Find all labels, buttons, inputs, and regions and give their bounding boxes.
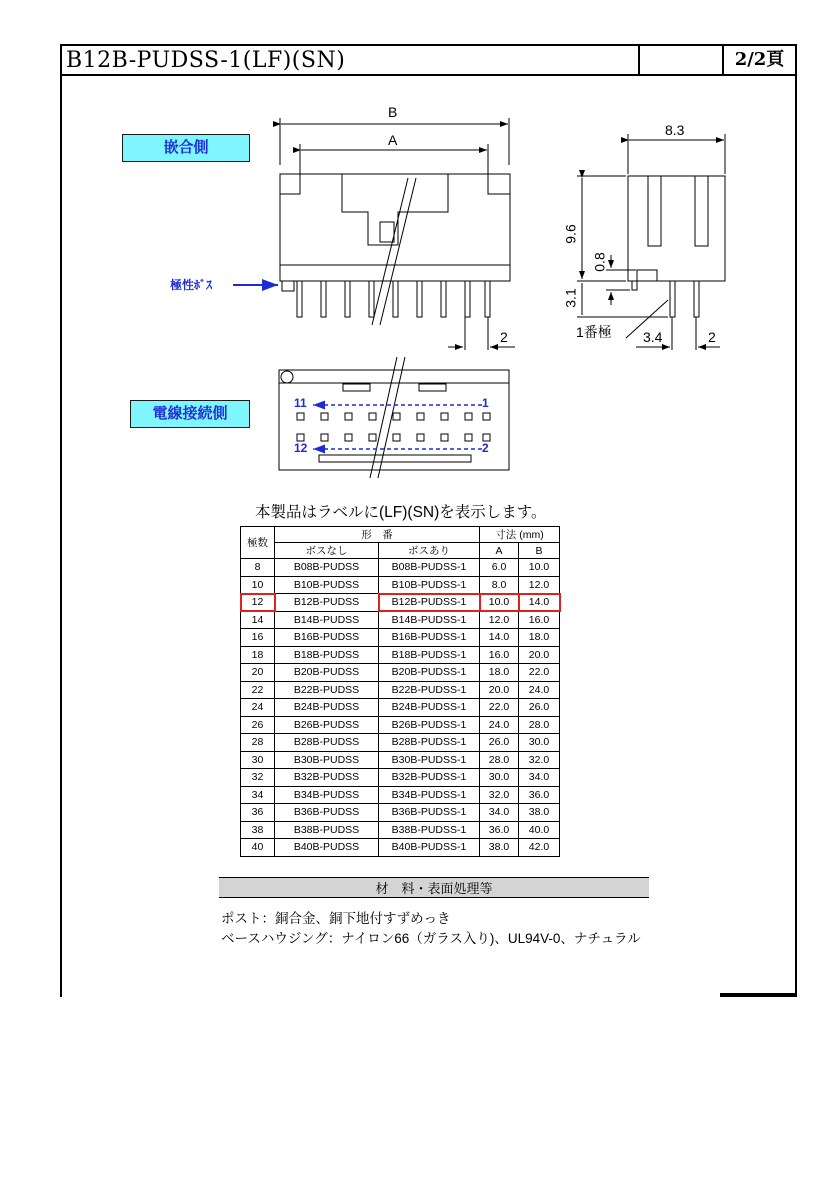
dim-a-cell: 34.0 — [480, 804, 519, 822]
polarity-boss-label: 極性ﾎﾞｽ — [170, 278, 213, 292]
dim-b-cell: 26.0 — [519, 699, 560, 717]
no-boss-cell: B32B-PUDSS — [275, 769, 379, 787]
dim-b-label: B — [388, 104, 398, 120]
boss-cell: B16B-PUDSS-1 — [379, 629, 480, 647]
table-row — [241, 804, 560, 822]
boss-cell: B26B-PUDSS-1 — [379, 716, 480, 734]
poles-cell: 24 — [241, 699, 275, 717]
table-row — [241, 699, 560, 717]
dim-b-cell: 18.0 — [519, 629, 560, 647]
dim-3-1-label: 3.1 — [562, 288, 579, 308]
boss-cell: B20B-PUDSS-1 — [379, 664, 480, 682]
materials-line-post: ポスト：銅合金、銅下地付すずめっき — [221, 911, 451, 926]
poles-cell: 38 — [241, 821, 275, 839]
table-row — [241, 559, 560, 577]
poles-cell: 10 — [241, 576, 275, 594]
row-top-end: 1 — [482, 396, 489, 410]
table-row — [241, 786, 560, 804]
poles-cell: 22 — [241, 681, 275, 699]
row-bot-end: 2 — [482, 441, 489, 455]
table-row — [241, 751, 560, 769]
dim-a-cell: 18.0 — [480, 664, 519, 682]
dim-b-cell: 30.0 — [519, 734, 560, 752]
poles-cell: 18 — [241, 646, 275, 664]
boss-cell: B10B-PUDSS-1 — [379, 576, 480, 594]
poles-cell: 8 — [241, 559, 275, 577]
dim-a-cell: 38.0 — [480, 839, 519, 857]
wire-side-tag: 電線接続側 — [130, 400, 250, 428]
boss-cell: B12B-PUDSS-1 — [379, 594, 480, 612]
connector-drawing — [0, 0, 835, 520]
no-boss-cell: B34B-PUDSS — [275, 786, 379, 804]
dim-a-label: A — [388, 132, 398, 148]
table-body — [241, 559, 560, 857]
poles-cell: 36 — [241, 804, 275, 822]
dim-a-cell: 36.0 — [480, 821, 519, 839]
no-boss-cell: B24B-PUDSS — [275, 699, 379, 717]
header-model: 形 番 — [275, 527, 480, 543]
no-boss-cell: B22B-PUDSS — [275, 681, 379, 699]
poles-cell: 20 — [241, 664, 275, 682]
boss-cell: B38B-PUDSS-1 — [379, 821, 480, 839]
dim-a-cell: 14.0 — [480, 629, 519, 647]
no-boss-cell: B16B-PUDSS — [275, 629, 379, 647]
row-bot-start: 12 — [294, 441, 308, 455]
table-row — [241, 629, 560, 647]
poles-cell: 12 — [241, 594, 275, 612]
dim-b-cell: 20.0 — [519, 646, 560, 664]
materials-line-housing: ベースハウジング：ナイロン66（ガラス入り)、UL94V-0、ナチュラル — [221, 931, 641, 946]
dim-b-cell: 12.0 — [519, 576, 560, 594]
boss-cell: B36B-PUDSS-1 — [379, 804, 480, 822]
dim-a-cell: 30.0 — [480, 769, 519, 787]
label-note: 本製品はラベルに(LF)(SN)を表示します。 — [255, 504, 547, 521]
dim-a-cell: 12.0 — [480, 611, 519, 629]
dim-a-cell: 6.0 — [480, 559, 519, 577]
dim-a-cell: 32.0 — [480, 786, 519, 804]
no-boss-cell: B20B-PUDSS — [275, 664, 379, 682]
boss-cell: B24B-PUDSS-1 — [379, 699, 480, 717]
boss-cell: B08B-PUDSS-1 — [379, 559, 480, 577]
dim-8-3-label: 8.3 — [665, 122, 685, 138]
no-boss-cell: B40B-PUDSS — [275, 839, 379, 857]
no-boss-cell: B18B-PUDSS — [275, 646, 379, 664]
no-boss-cell: B26B-PUDSS — [275, 716, 379, 734]
dim-b-cell: 36.0 — [519, 786, 560, 804]
dim-b-cell: 42.0 — [519, 839, 560, 857]
dim-a-cell: 26.0 — [480, 734, 519, 752]
table-row — [241, 611, 560, 629]
document-title: B12B-PUDSS-1(LF)(SN) — [66, 48, 346, 73]
poles-cell: 14 — [241, 611, 275, 629]
boss-cell: B18B-PUDSS-1 — [379, 646, 480, 664]
dim-b-cell: 34.0 — [519, 769, 560, 787]
dim-b-cell: 28.0 — [519, 716, 560, 734]
mating-side-tag: 嵌合側 — [122, 134, 250, 162]
dim-b-cell: 14.0 — [519, 594, 560, 612]
materials-heading: 材 料・表面処理等 — [219, 877, 649, 898]
dim-b-cell: 22.0 — [519, 664, 560, 682]
poles-cell: 26 — [241, 716, 275, 734]
boss-cell: B22B-PUDSS-1 — [379, 681, 480, 699]
dim-a-cell: 22.0 — [480, 699, 519, 717]
boss-cell: B34B-PUDSS-1 — [379, 786, 480, 804]
dim-pitch-front-label: 2 — [500, 329, 508, 345]
dim-b-cell: 24.0 — [519, 681, 560, 699]
page-number: 2/2頁 — [722, 46, 795, 74]
dim-a-cell: 20.0 — [480, 681, 519, 699]
no-boss-cell: B38B-PUDSS — [275, 821, 379, 839]
table-row — [241, 681, 560, 699]
table-row — [241, 716, 560, 734]
header-boss: ボスあり — [379, 543, 480, 559]
poles-cell: 16 — [241, 629, 275, 647]
spec-table — [240, 526, 560, 857]
bottom-rule — [720, 993, 797, 997]
row-top-start: 11 — [294, 396, 307, 410]
no-boss-cell: B28B-PUDSS — [275, 734, 379, 752]
dim-b-cell: 32.0 — [519, 751, 560, 769]
dim-a-cell: 8.0 — [480, 576, 519, 594]
table-row — [241, 594, 560, 612]
table-row — [241, 821, 560, 839]
header-dim: 寸法 (mm) — [480, 527, 560, 543]
pin1-label: 1番極 — [576, 324, 612, 340]
table-row — [241, 646, 560, 664]
dim-b-cell: 10.0 — [519, 559, 560, 577]
poles-cell: 32 — [241, 769, 275, 787]
no-boss-cell: B12B-PUDSS — [275, 594, 379, 612]
no-boss-cell: B08B-PUDSS — [275, 559, 379, 577]
dim-0-8-label: 0.8 — [591, 252, 608, 272]
table-row — [241, 839, 560, 857]
dim-3-4-label: 3.4 — [643, 329, 663, 345]
boss-cell: B14B-PUDSS-1 — [379, 611, 480, 629]
dim-b-cell: 40.0 — [519, 821, 560, 839]
no-boss-cell: B30B-PUDSS — [275, 751, 379, 769]
dim-a-cell: 28.0 — [480, 751, 519, 769]
table-row — [241, 576, 560, 594]
table-row — [241, 664, 560, 682]
boss-cell: B32B-PUDSS-1 — [379, 769, 480, 787]
no-boss-cell: B14B-PUDSS — [275, 611, 379, 629]
poles-cell: 30 — [241, 751, 275, 769]
boss-cell: B40B-PUDSS-1 — [379, 839, 480, 857]
poles-cell: 28 — [241, 734, 275, 752]
header-b: B — [519, 543, 560, 559]
header-a: A — [480, 543, 519, 559]
header-poles: 極数 — [241, 527, 275, 559]
no-boss-cell: B36B-PUDSS — [275, 804, 379, 822]
dim-9-6-label: 9.6 — [562, 224, 579, 244]
dim-a-cell: 16.0 — [480, 646, 519, 664]
boss-cell: B28B-PUDSS-1 — [379, 734, 480, 752]
poles-cell: 34 — [241, 786, 275, 804]
boss-cell: B30B-PUDSS-1 — [379, 751, 480, 769]
dim-a-cell: 24.0 — [480, 716, 519, 734]
poles-cell: 40 — [241, 839, 275, 857]
header-no-boss: ボスなし — [275, 543, 379, 559]
table-row — [241, 734, 560, 752]
dim-pitch-side-label: 2 — [708, 329, 716, 345]
table-row — [241, 769, 560, 787]
dim-b-cell: 16.0 — [519, 611, 560, 629]
dim-b-cell: 38.0 — [519, 804, 560, 822]
dim-a-cell: 10.0 — [480, 594, 519, 612]
no-boss-cell: B10B-PUDSS — [275, 576, 379, 594]
